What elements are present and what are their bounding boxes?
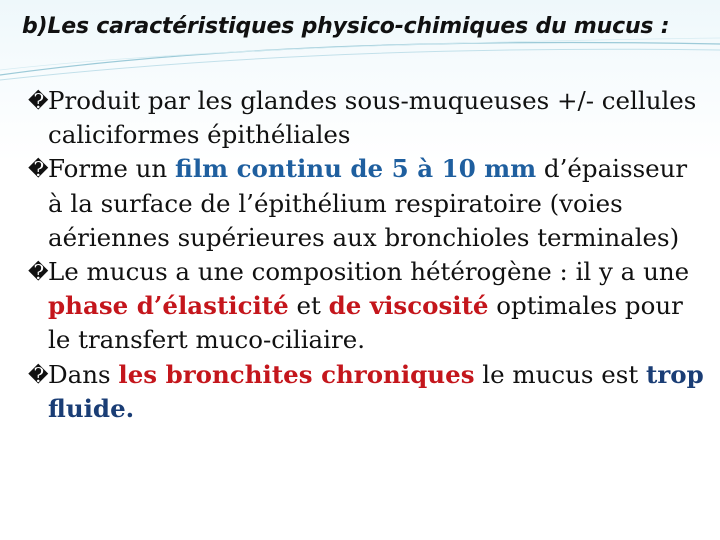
bullet-item [28, 358, 708, 426]
bullet-text: Dans [48, 359, 119, 389]
highlight-film-thickness: film continu de 5 à 10 mm [175, 154, 537, 184]
title-decoration-curves [0, 30, 720, 90]
highlight-viscosity: de viscosité [328, 291, 489, 321]
slide-title: b)Les caractéristiques physico-chimiques du mucus : [22, 14, 670, 39]
bullet-icon: � [28, 89, 49, 113]
bullet-icon: � [28, 157, 49, 182]
bullet-text: Forme un [48, 154, 175, 184]
bullet-item [28, 152, 708, 255]
bullet-text: Produit par les glandes sous-muqueuses +/- cellules caliciformes épithéliales [48, 86, 697, 150]
highlight-chronic-bronchitis: les bronchites chroniques [118, 359, 475, 389]
bullet-text: et [288, 291, 329, 321]
bullet-item [28, 255, 708, 358]
bullet-text: le mucus est [474, 359, 646, 389]
bullet-text: Le mucus a une composition hétérogène : il y a une [48, 257, 690, 287]
bullet-list [28, 84, 708, 426]
bullet-item [28, 84, 708, 152]
bullet-text: optimales pour le transfert muco-ciliaire. [48, 291, 683, 355]
bullet-icon: � [28, 260, 49, 285]
highlight-too-fluid: trop fluide. [48, 359, 704, 423]
bullet-text: d’épaisseur à la surface de l’épithélium respiratoire (voies aériennes supérieures aux bronchioles terminales) [48, 154, 688, 252]
highlight-elasticity: phase d’élasticité [48, 291, 289, 321]
bullet-icon: � [28, 362, 49, 387]
